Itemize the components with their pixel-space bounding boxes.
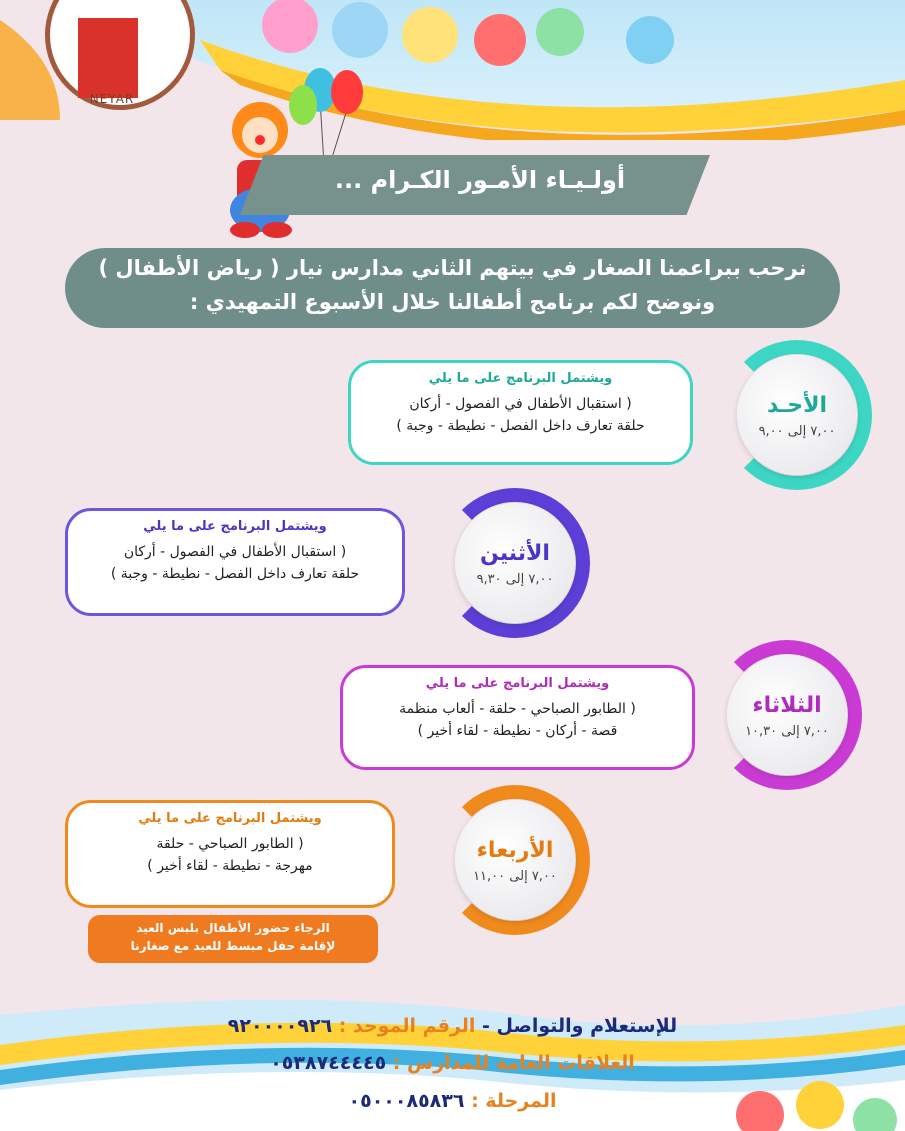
eid-note-line-1: الرجاء حضور الأطفال بلبس العيد [136,921,330,935]
sunday-time: ٧,٠٠ إلى ٩,٠٠ [758,424,836,439]
sunday-heading: ويشتمل البرنامج على ما يلي [428,371,613,386]
sunday-line-1: ( استقبال الأطفال في الفصول - أركان [409,396,632,412]
monday-line-1: ( استقبال الأطفال في الفصول - أركان [123,544,347,560]
contact-unified [0,1015,905,1037]
monday-day-disk [455,503,575,623]
monday-program-box [65,508,405,616]
greeting-text: أولـيـاء الأمـور الكـرام ... [334,166,626,194]
wednesday-program-box [65,800,395,908]
contact-unified-label: الرقم الموحد : [338,1015,476,1037]
tuesday-line-1: ( الطابور الصباحي - حلقة - ألعاب منظمة [399,701,636,717]
wednesday-day-disk [455,800,575,920]
contact-relations-label: العلاقات العامة للمدارس : [392,1052,635,1074]
monday-line-2: حلقة تعارف داخل الفصل - نطيطة - وجبة ) [110,566,360,582]
eid-note [88,915,378,963]
monday-day-name: الأثنين [480,541,550,566]
wednesday-line-2: مهرجة - نطيطة - لقاء أخير ) [147,858,313,874]
contact-stage-label: المرحلة : [471,1090,557,1112]
wednesday-heading: ويشتمل البرنامج على ما يلي [138,811,322,826]
tuesday-time: ٧,٠٠ إلى ١٠,٣٠ [745,724,829,739]
intro-line-1: نرحب ببراعمنا الصغار في بيتهم الثاني مدارس نيار ( رياض الأطفال ) [98,256,807,280]
intro-line-2: ونوضح لكم برنامج أطفالنا خلال الأسبوع التمهيدي : [189,290,716,314]
eid-note-line-2: لإقامة حفل مبسط للعيد مع صغارنا [130,939,336,953]
contact-relations [0,1052,905,1074]
monday-time: ٧,٠٠ إلى ٩,٣٠ [476,572,554,587]
monday-heading: ويشتمل البرنامج على ما يلي [143,519,327,534]
wednesday-line-1: ( الطابور الصباحي - حلقة [156,836,304,852]
sunday-program-box [348,360,693,465]
contact-stage-number[interactable]: ٠٥٠٠٠٨٥٨٣٦ [348,1090,465,1112]
contact-stage [0,1090,905,1112]
sunday-line-2: حلقة تعارف داخل الفصل - نطيطة - وجبة ) [396,418,645,434]
sunday-day-name: الأحـد [766,393,827,418]
tuesday-day-disk [727,655,847,775]
tuesday-heading: ويشتمل البرنامج على ما يلي [425,676,610,691]
sunday-day-disk [737,355,857,475]
wednesday-day-name: الأربعاء [476,838,554,863]
contact-unified-number[interactable]: ٩٢٠٠٠٠٩٢٦ [227,1015,333,1037]
tuesday-line-2: قصة - أركان - نطيطة - لقاء أخير ) [417,723,618,739]
logo-mark [78,18,138,98]
wednesday-time: ٧,٠٠ إلى ١١,٠٠ [473,869,557,884]
tuesday-day-name: الثلاثاء [752,693,822,718]
tuesday-program-box [340,665,695,770]
contact-relations-number[interactable]: ٠٥٣٨٧٤٤٤٤٥ [270,1052,387,1074]
logo-brand: NEYAR [89,92,135,106]
contact-inquiry-label: للإستعلام والتواصل - [482,1015,678,1037]
